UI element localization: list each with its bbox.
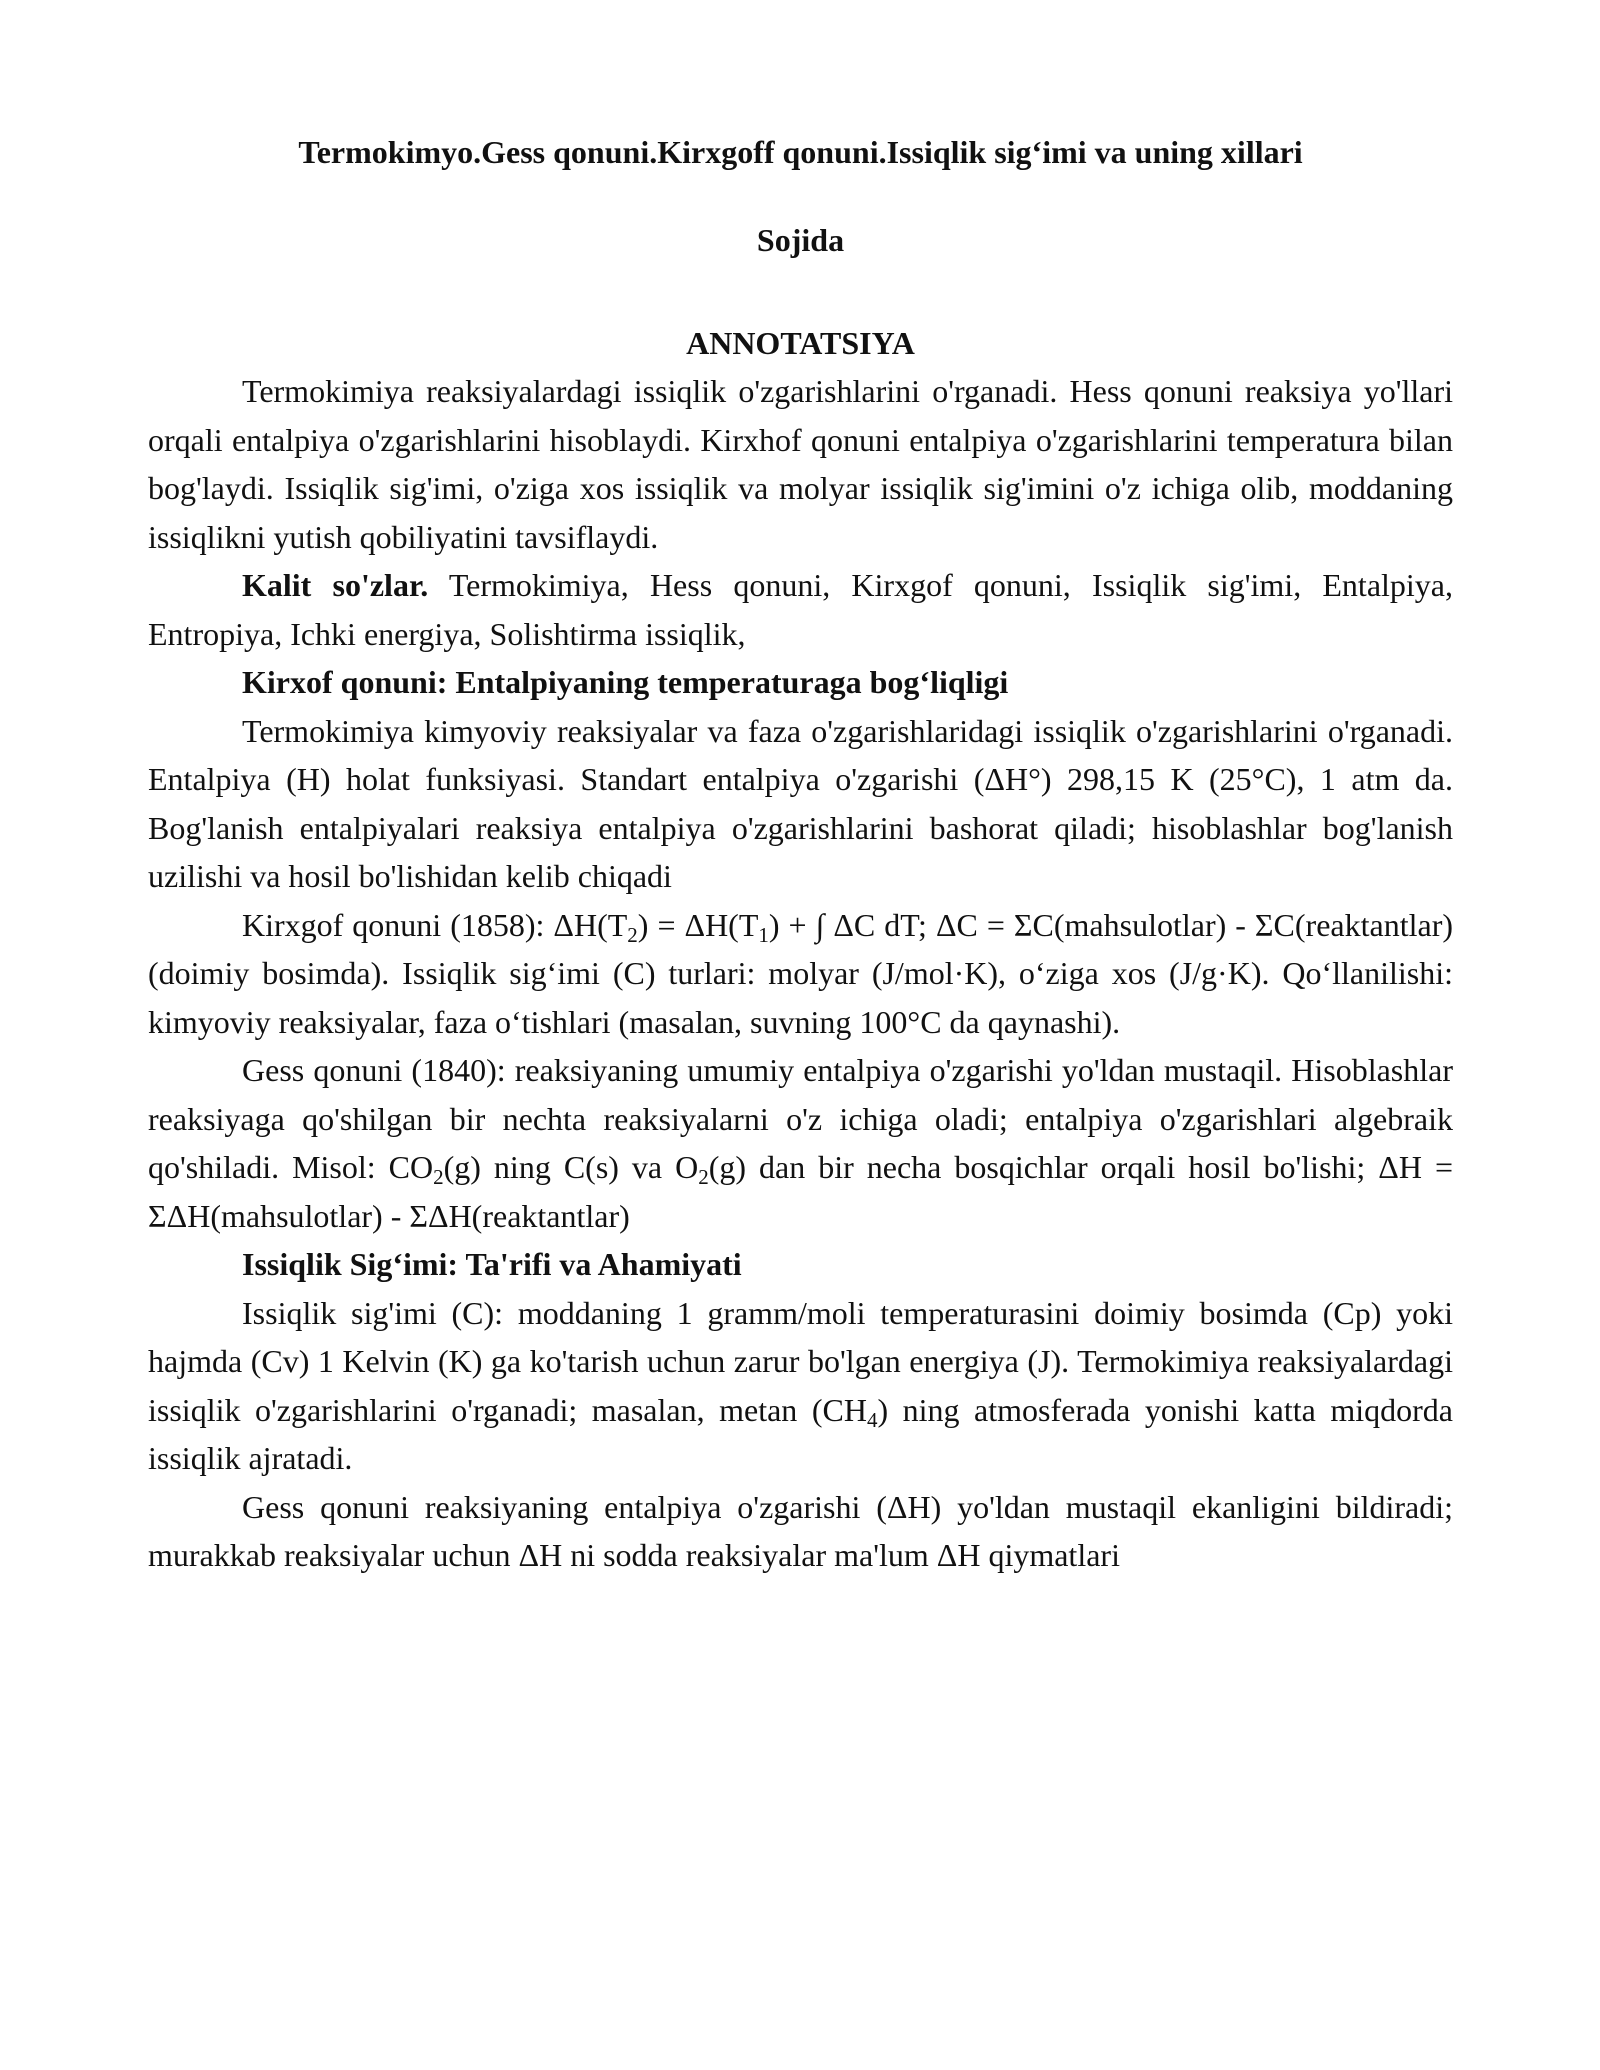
- paragraph-thermochemistry: Termokimiya kimyoviy reaksiyalar va faza o'zgarishlaridagi issiqlik o'zgarishlarini o'rganadi. Entalpiya (H) holat funksiyasi. Standart entalpiya o'zgarishi (ΔH°) 298,15 K (25°C), 1 atm da. Bog'lanish entalpiyalari reaksiya entalpiya o'zgarishlarini bashorat qiladi; hisoblashlar bog'lanish uzilishi va hosil bo'lishidan kelib chiqadi: [148, 712, 1453, 894]
- author-name: Sojida: [756, 222, 845, 258]
- document-title: Termokimyo.Gess qonuni.Kirxgoff qonuni.Issiqlik sig‘imi va uning xillari: [298, 134, 1303, 170]
- keywords-paragraph: [148, 561, 1453, 658]
- paragraph-hess-law: Gess qonuni (1840): reaksiyaning umumiy entalpiya o'zgarishi yo'ldan mustaqil. Hisoblashlar reaksiyaga qo'shilgan bir nechta reaksiyalarni o'z ichiga oladi; entalpiya o'zgarishlari algebraik qo'shiladi. Misol: $CO_2(g)$ ning C(s) va $O_2(g)$ dan bir necha bosqichlar orqali hosil bo'lishi; ΔH = ΣΔH(mahsulotlar) - ΣΔH(reaktantlar): [148, 1052, 1454, 1234]
- annotation-heading: ANNOTATSIYA: [686, 324, 915, 361]
- keywords-label: Kalit so'zlar.: [242, 567, 429, 603]
- document-page: [148, 128, 1453, 1580]
- paragraph-heat-capacity: Issiqlik sig'imi (C): moddaning 1 gramm/moli temperaturasini doimiy bosimda (Cp) yoki hajmda (Cv) 1 Kelvin (K) ga ko'tarish uchun zarur bo'lgan energiya (J). Termokimiya reaksiyalardagi issiqlik o'zgarishlarini o'rganadi; masalan, metan $(CH_4)$ ning atmosferada yonishi katta miqdorda issiqlik ajratadi.: [148, 1294, 1454, 1476]
- section-heading-kirchhoff: Kirxof qonuni: Entalpiyaning temperaturaga bog‘liqligi: [242, 664, 1009, 700]
- paragraph-kirchhoff-law: Kirxgof qonuni (1858): $\Delta H(T_2) = \Delta H(T_1)$ + ∫ ΔC dT; ΔC = ΣC(mahsulotlar) - ΣC(reaktantlar) (doimiy bosimda). Issiqlik sig‘imi (C) turlari: molyar (J/mol·K), o‘ziga xos (J/g·K). Qo‘llanilishi: kimyoviy reaksiyalar, faza o‘tishlari (masalan, suvning 100°C da qaynashi).: [148, 906, 1454, 1040]
- paragraph-hess-summary: Gess qonuni reaksiyaning entalpiya o'zgarishi (ΔH) yo'ldan mustaqil ekanligini bildiradi; murakkab reaksiyalar uchun ΔH ni sodda reaksiyalar ma'lum ΔH qiymatlari: [148, 1488, 1453, 1573]
- section-heading-heat-capacity: Issiqlik Sig‘imi: Ta'rifi va Ahamiyati: [242, 1246, 742, 1282]
- annotation-paragraph: Termokimiya reaksiyalardagi issiqlik o'zgarishlarini o'rganadi. Hess qonuni reaksiya yo'llari orqali entalpiya o'zgarishlarini hisoblaydi. Kirxhof qonuni entalpiya o'zgarishlarini temperatura bilan bog'laydi. Issiqlik sig'imi, o'ziga xos issiqlik va molyar issiqlik sig'imini o'z ichiga olib, moddaning issiqlikni yutish qobiliyatini tavsiflaydi.: [148, 373, 1453, 555]
- keywords-text: Termokimiya, Hess qonuni, Kirxgof qonuni, Issiqlik sig'imi, Entalpiya, Entropiya, Ichki energiya, Solishtirma issiqlik,: [148, 567, 1454, 652]
